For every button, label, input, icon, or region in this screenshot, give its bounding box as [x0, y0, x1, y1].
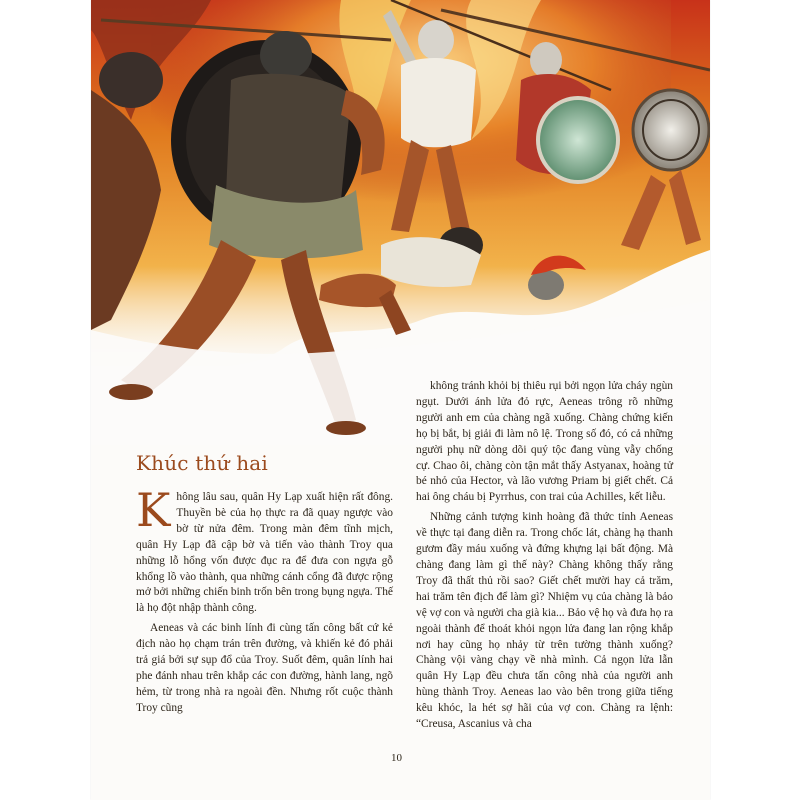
- paragraph: không tránh khỏi bị thiêu rụi bởi ngọn lửa cháy ngùn ngụt. Dưới ánh lửa đỏ rực, Aeneas trông rõ những người anh em của chàng ngã xuống. Chàng chứng kiến họ bị bắt, bị giải đi làm nô lệ. Trong số đó, có cả những người phụ nữ dòng dõi quý tộc đang vùng vẫy chống cự. Chao ôi, chàng còn tận mắt thấy Astyanax, hoàng tử bé nhỏ của Hector, và lão vương Priam bị giết chết. Cả hai ông cháu bị Pyrrhus, con trai của Achilles, kết liễu.: [416, 380, 673, 504]
- paragraph: Những cảnh tượng kinh hoàng đã thức tỉnh Aeneas về thực tại đang diễn ra. Trong chốc lát, chàng hạ thanh gươm đầy máu xuống và đứng khựng lại bất động. Mà chàng đang làm gì thế này? Chàng không thấy rằng Troy đã thất thủ rồi sao? Giết chết mười hay cả trăm, hai trăm tên địch để làm gì? Nhiệm vụ của chàng là bảo vệ vợ con và người cha già kia... Bảo vệ họ và đưa họ ra ngoài thành để thoát khỏi ngọn lửa đang lan rộng khắp nơi hay cũng họ nhảy từ trên tường thành xuống? Chàng vội vàng chạy về nhà mình. Cả ngọn lửa lẫn quân Hy Lạp đều chưa tấn công nhà của người anh hùng thành Troy. Aeneas lao vào bên trong giữa tiếng kêu khóc, la hét sợ hãi của vợ con. Chàng ra lệnh: “Creusa, Ascanius và cha: [416, 511, 673, 731]
- section-heading: Khúc thứ hai: [136, 451, 269, 475]
- paragraph-text: hông lâu sau, quân Hy Lạp xuất hiện rất đông. Thuyền bè của họ thực ra đã quay ngược vào bờ từ nửa đêm. Trong màn đêm tĩnh mịch, quân Hy Lạp đã cập bờ và tiến vào thành Troy qua những lỗ hổng vốn được đục ra để đưa con ngựa gỗ khổng lồ vào thành, qua những cánh cổng đã được rộng mở bởi những chiến binh trốn bên trong bụng ngựa. Thế là họ đột nhập thành công.: [136, 491, 393, 615]
- page-number: 10: [391, 752, 402, 764]
- right-text-column: [416, 379, 673, 733]
- left-text-column: [136, 483, 393, 717]
- paragraph: Aeneas và các binh lính đi cùng tấn công bất cứ kẻ địch nào họ chạm trán trên đường, và khiến kẻ đó phải trả giá bởi sự sụp đổ của Troy. Suốt đêm, quân lính hai phe đánh nhau trên khắp các con đường, hành lang, ngõ hẻm, từ trong nhà ra ngoài đền. Nhưng rốt cuộc thành Troy cũng: [136, 622, 393, 714]
- book-page: [91, 0, 710, 800]
- drop-cap: K: [136, 483, 171, 537]
- paragraph: [136, 483, 393, 617]
